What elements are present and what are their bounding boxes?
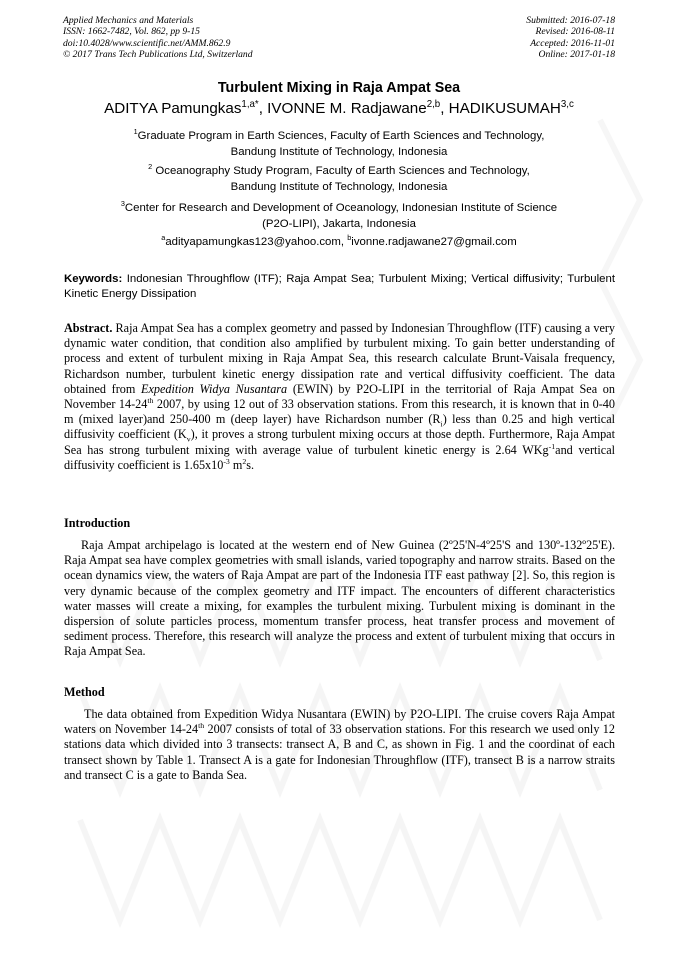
- author-list: [0, 100, 678, 117]
- abstract-text: (EWIN) by P2O-LIPI in the territorial of Raja Ampat Sea on November 14-24: [64, 381, 615, 412]
- issn-volume: ISSN: 1662-7482, Vol. 862, pp 9-15: [63, 26, 200, 38]
- email-separator: ,: [340, 236, 348, 248]
- affiliation-line: Graduate Program in Earth Sciences, Faculty of Earth Sciences and Technology,: [137, 130, 545, 142]
- email-marker: b: [347, 233, 352, 243]
- affiliation-marker: 3: [120, 199, 125, 209]
- subscript: i: [440, 419, 443, 429]
- method-paragraph: [64, 707, 615, 783]
- abstract-text: ), it proves a strong turbulent mixing occurs at those depth. Furthermore, Raja Ampat Sea has strong turbulent mixing with average value of turbulent kinetic energy is 2.64 WKg: [64, 427, 615, 457]
- accepted-date: Accepted: 2016-11-01: [530, 37, 615, 49]
- author-separator: ,: [258, 100, 268, 117]
- affiliation-line: Center for Research and Development of Oceanology, Indonesian Institute of Science: [124, 202, 558, 214]
- superscript: th: [147, 395, 154, 405]
- abstract-text: Raja Ampat Sea has a complex geometry and passed by Indonesian Throughflow (ITF) causing a very dynamic water condition, that condition also amplified by turbulent mixing. To gain better understanding of process and extent of turbulent mixing in Raja Ampat Sea, this research calculate Brunt-Vaisala frequency, Richardson number, turbulent kinetic energy dissipation rate and vertical diffusivity coefficient. The data obtained from: [64, 321, 615, 396]
- affiliation-line: Bandung Institute of Technology, Indonesia: [230, 180, 448, 193]
- email-link[interactable]: adityapamungkas123@yahoo.com: [165, 236, 341, 248]
- author-name: IVONNE M. Radjawane: [267, 100, 427, 117]
- author-name: ADITYA Pamungkas: [104, 100, 242, 117]
- affiliation-line: Bandung Institute of Technology, Indonesia: [230, 145, 448, 158]
- section-heading-introduction: Introduction: [64, 516, 131, 530]
- abstract: [64, 321, 615, 473]
- journal-info: [63, 15, 253, 61]
- superscript: th: [198, 721, 205, 731]
- journal-name: Applied Mechanics and Materials: [63, 15, 194, 26]
- affiliation-line: (P2O-LIPI), Jakarta, Indonesia: [262, 217, 416, 230]
- keywords: [64, 272, 615, 302]
- author-superscript: 1,a*: [241, 98, 259, 110]
- author-superscript: 3,c: [560, 98, 574, 110]
- abstract-text: m: [229, 457, 243, 472]
- affiliation-line: Oceanography Study Program, Faculty of Earth Sciences and Technology,: [152, 165, 530, 177]
- abstract-label: Abstract.: [64, 321, 113, 335]
- superscript: 2: [242, 456, 247, 466]
- email-marker: a: [161, 233, 166, 243]
- affiliation-2: [0, 164, 678, 195]
- author-superscript: 2,b: [426, 98, 441, 110]
- author-emails: [0, 235, 678, 251]
- abstract-text: 2007, by using 12 out of 33 observation stations. From this research, it is known that in 0-40 m (mixed layer)and 250-400 m (deep layer) have Richardson number (R: [64, 397, 615, 427]
- subscript: v: [186, 434, 191, 444]
- introduction-paragraph: Raja Ampat archipelago is located at the western end of New Guinea (2º25'N-4º25'S and 130º-132º25'E). Raja Ampat sea have complex geometries with small islands, varied topography and narrow straits. Based on the ocean dynamics view, the waters of Raja Ampat are part of the Indonesia ITF east pathway [2]. So, this region is very dynamic because of the complex geometry and ITF impact. The encounters of different characteristics water masses will create a mixing, for examples the turbulent mixing. Turbulent mixing is dominant in the dispersion of solute particles process, momentum transfer process, heat transfer process and movement of sediment process. Therefore, this research will analyze the process and extent of turbulent mixing that occurs in Raja Ampat Sea.: [64, 538, 615, 659]
- keywords-text: Indonesian Throughflow (ITF); Raja Ampat Sea; Turbulent Mixing; Vertical diffusivity; Turbulent Kinetic Energy Dissipation: [64, 273, 615, 301]
- submission-dates: [526, 15, 615, 61]
- author-name: HADIKUSUMAH: [448, 100, 561, 117]
- paper-title: Turbulent Mixing in Raja Ampat Sea: [217, 80, 461, 96]
- online-date: Online: 2017-01-18: [538, 49, 615, 61]
- method-text: 2007 consists of total of 33 observation stations. For this research we used only 12 stations data which divided into 3 transects: transect A, B and C, as shown in Fig. 1 and the coordinat of each transect shown by Table 1. Transect A is a gate for Indonesian Throughflow (ITF), transect B is a narrow straits and transect C is a gate to Banda Sea.: [64, 722, 615, 782]
- abstract-text: ) less than 0.25 and high vertical diffusivity coefficient (K: [64, 412, 615, 442]
- affiliation-1: [0, 129, 678, 160]
- author-separator: ,: [440, 100, 449, 117]
- abstract-text: and vertical diffusivity coefficient is 1.65x10: [64, 442, 616, 472]
- affiliation-marker: 2: [148, 162, 153, 172]
- copyright: © 2017 Trans Tech Publications Ltd, Switzerland: [63, 49, 253, 61]
- superscript: -1: [548, 441, 556, 451]
- affiliation-marker: 1: [133, 127, 138, 137]
- section-heading-method: Method: [64, 685, 105, 699]
- email-link[interactable]: ivonne.radjawane27@gmail.com: [351, 236, 517, 248]
- submitted-date: Submitted: 2016-07-18: [526, 15, 615, 26]
- keywords-label: Keywords:: [64, 273, 123, 285]
- abstract-text: s.: [246, 457, 255, 472]
- superscript: -3: [223, 456, 230, 466]
- doi: doi:10.4028/www.scientific.net/AMM.862.9: [63, 37, 231, 49]
- revised-date: Revised: 2016-08-11: [535, 26, 615, 38]
- method-text: The data obtained from Expedition Widya Nusantara (EWIN) by P2O-LIPI. The cruise covers Raja Ampat waters on November 14-24: [64, 707, 615, 737]
- abstract-italic: Expedition Widya Nusantara: [141, 381, 288, 396]
- affiliation-3: [0, 201, 678, 232]
